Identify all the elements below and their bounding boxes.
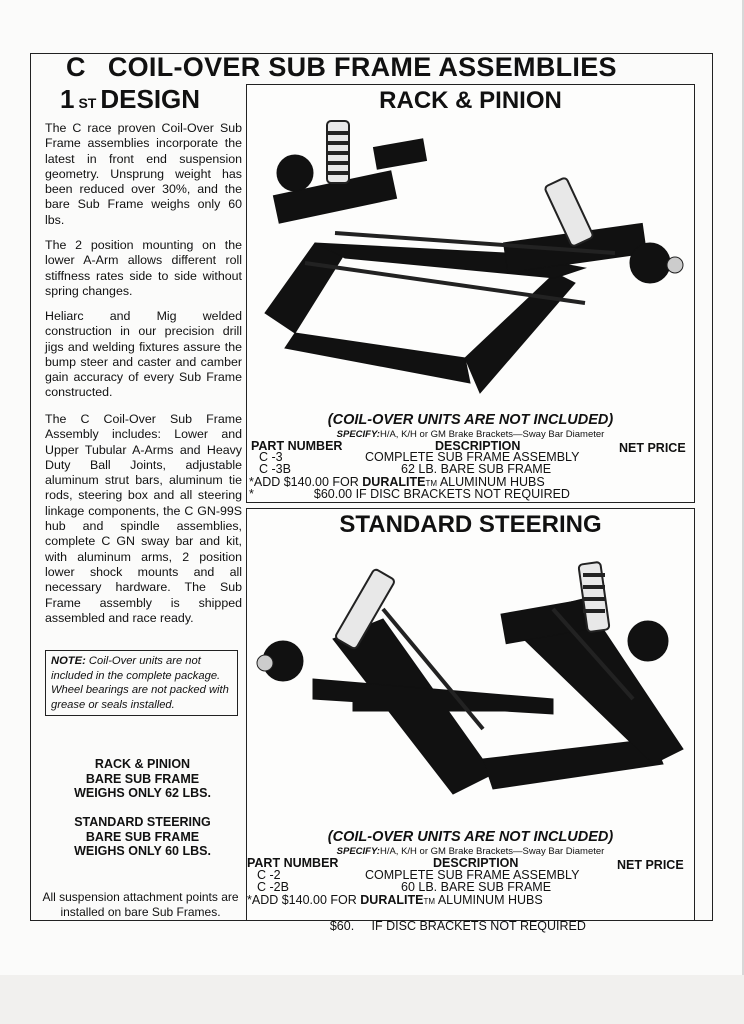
weight-line: BARE SUB FRAME xyxy=(85,771,200,786)
col-description: DESCRIPTION xyxy=(433,856,519,870)
brand-c: C xyxy=(66,52,86,82)
weight-line: STANDARD STEERING xyxy=(74,815,211,829)
specify-label: SPECIFY: xyxy=(336,429,380,440)
weight-rack-pinion xyxy=(45,757,240,801)
title-text: COIL-OVER SUB FRAME ASSEMBLIES xyxy=(107,52,617,82)
part-number: C -2B xyxy=(257,880,289,894)
trademark: TM xyxy=(425,479,438,488)
attachment-footnote: All suspension attachment points are installed on bare Sub Frames. xyxy=(42,890,239,919)
disc-star: * xyxy=(249,487,254,501)
note-box xyxy=(45,650,238,716)
trademark: TM xyxy=(423,897,436,906)
duralite-brand: DURALITE xyxy=(360,893,424,907)
col-description: DESCRIPTION xyxy=(435,439,521,453)
add-item: ALUMINUM HUBS xyxy=(437,893,543,907)
disc-line xyxy=(309,905,586,947)
disc-text: $60.00 IF DISC BRACKETS NOT REQUIRED xyxy=(313,487,570,501)
disc-text: $60. IF DISC BRACKETS NOT REQUIRED xyxy=(329,919,586,933)
page-title xyxy=(66,52,686,83)
paragraph-intro: The C race proven Coil-Over Sub Frame assemblies incorporate the latest in front end suspension geometry. Unsprung weight has been reduced over 30%, and the bare Sub Frame weighs only 60 lbs. xyxy=(45,121,242,227)
standard-steering-panel xyxy=(246,508,695,933)
weight-line: BARE SUB FRAME xyxy=(85,829,200,844)
paragraph-welding: Heliarc and Mig welded construction in our precision drill jigs and welding fixtures assure the bump steer and caster and camber gain accuracy of every Sub Frame constructed. xyxy=(45,309,242,400)
part-number: C -2 xyxy=(257,868,281,882)
add-price: *ADD $140.00 FOR xyxy=(249,475,359,489)
part-number: C -3 xyxy=(259,450,283,464)
col-part-number: PART NUMBER xyxy=(251,439,343,453)
panel-title: STANDARD STEERING xyxy=(339,511,602,538)
standard-steering-subframe-photo xyxy=(253,549,689,811)
note-text: Coil-Over units are not included in the complete package. Wheel bearings are not packed with grease or seals installed. xyxy=(51,655,229,711)
part-number: C -3B xyxy=(259,462,291,476)
specify-text: H/A, K/H or GM Brake Brackets—Sway Bar Diameter xyxy=(379,846,605,857)
weight-line: WEIGHS ONLY 62 LBS. xyxy=(74,786,211,801)
duralite-brand: DURALITE xyxy=(362,475,426,489)
specify-label: SPECIFY: xyxy=(336,846,380,857)
paragraph-mounting: The 2 position mounting on the lower A-Arm allows different roll stiffness rates side to side without spring changes. xyxy=(45,238,242,298)
coil-over-notice: (COIL-OVER UNITS ARE NOT INCLUDED) xyxy=(327,412,614,428)
rack-pinion-panel xyxy=(246,84,695,503)
col-part-number: PART NUMBER xyxy=(247,856,339,870)
part-description: COMPLETE SUB FRAME ASSEMBLY xyxy=(365,450,580,464)
panel-title: RACK & PINION xyxy=(379,87,562,114)
coil-over-notice: (COIL-OVER UNITS ARE NOT INCLUDED) xyxy=(327,829,614,845)
design-word: DESIGN xyxy=(100,84,201,114)
part-description: 62 LB. BARE SUB FRAME xyxy=(401,462,552,476)
add-price: *ADD $140.00 FOR xyxy=(247,893,357,907)
part-description: COMPLETE SUB FRAME ASSEMBLY xyxy=(365,868,580,882)
paragraph-includes: The C Coil-Over Sub Frame Assembly includes: Lower and Upper Tubular A-Arms and Heavy Duty Ball Joints, adjustable aluminum strut bars, aluminum tie rods, steering box and all steering linkage components, the C GN-99S hub and spindle assemblies, complete C GN sway bar and kit, with aluminum arms, 2 position lower shock mounts and all necessary hardware. The Sub Frame assembly is shipped assembled and race ready. xyxy=(45,412,242,625)
part-description: 60 LB. BARE SUB FRAME xyxy=(401,880,552,894)
design-suffix: ST xyxy=(78,95,97,111)
weight-line: WEIGHS ONLY 60 LBS. xyxy=(74,844,211,859)
disc-line xyxy=(249,487,570,501)
specify-text: H/A, K/H or GM Brake Brackets—Sway Bar Diameter xyxy=(379,429,605,440)
col-net-price: NET PRICE xyxy=(617,858,684,872)
design-number: 1 xyxy=(60,84,75,114)
col-net-price: NET PRICE xyxy=(619,441,686,455)
weight-standard-steering xyxy=(45,815,240,859)
add-item: ALUMINUM HUBS xyxy=(439,475,545,489)
design-heading xyxy=(60,84,200,115)
weight-line: RACK & PINION xyxy=(94,757,191,771)
rack-pinion-subframe-photo xyxy=(255,103,687,403)
note-label: NOTE: xyxy=(51,655,86,667)
